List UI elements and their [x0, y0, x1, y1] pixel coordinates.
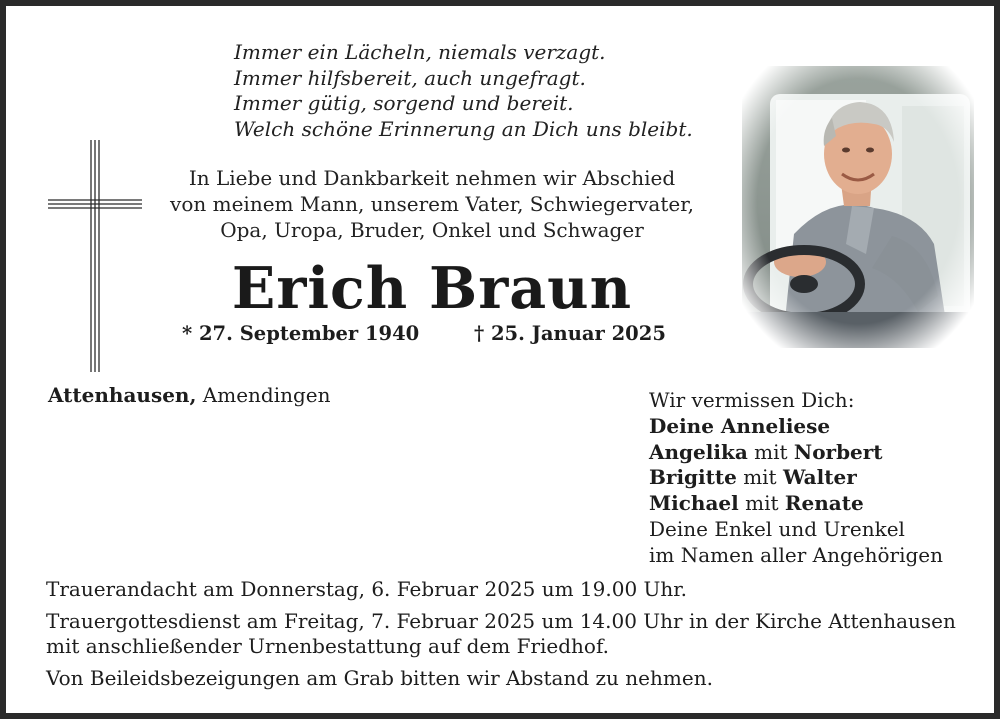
mourner-spouse: Deine Anneliese [649, 413, 831, 438]
poem-line: Immer gütig, sorgend und bereit. [234, 91, 574, 115]
farewell-line: In Liebe und Dankbarkeit nehmen wir Abschied [188, 166, 676, 190]
mourner-name: Brigitte [649, 465, 737, 490]
mourner-connector: mit [745, 491, 779, 516]
mourner-grandchildren: Deine Enkel und Urenkel [649, 516, 905, 541]
mourner-name: Walter [782, 465, 857, 490]
cross-icon [46, 140, 146, 372]
mourners-list [649, 388, 943, 569]
mourner-couple [649, 491, 943, 517]
mourner-couple [649, 440, 943, 466]
poem-line: Immer hilfsbereit, auch ungefragt. [234, 65, 586, 90]
farewell-line: Opa, Uropa, Bruder, Onkel und Schwager [220, 218, 644, 242]
urn-burial: mit anschließender Urnenbestattung auf dem Friedhof. [46, 634, 610, 658]
memorial-poem [234, 40, 734, 142]
condolence-note: Von Beileidsbezeigungen am Grab bitten wir Abstand zu nehmen. [46, 665, 713, 690]
farewell-text [146, 165, 718, 243]
mourner-connector: mit [754, 439, 788, 464]
place-primary: Attenhausen, [48, 383, 197, 407]
funeral-service: Trauergottesdienst am Freitag, 7. Februar 2025 um 14.00 Uhr in der Kirche Attenhausen [46, 608, 956, 633]
life-dates [182, 322, 702, 350]
mourner-connector: mit [743, 465, 777, 490]
mourners-intro: Wir vermissen Dich: [649, 388, 855, 412]
place-secondary: Amendingen [202, 383, 331, 407]
death-date: † 25. Januar 2025 [474, 322, 666, 345]
mourner-name: Norbert [793, 439, 883, 464]
mourners-closing: im Namen aller Angehörigen [649, 542, 944, 567]
mourner-name: Renate [784, 491, 864, 516]
portrait-photo [742, 66, 974, 348]
poem-line: Immer ein Lächeln, niemals verzagt. [234, 40, 606, 64]
mourner-name: Angelika [649, 439, 748, 464]
poem-line: Welch schöne Erinnerung an Dich uns bleibt. [234, 116, 693, 141]
birth-date: * 27. September 1940 [182, 322, 420, 345]
farewell-line: von meinem Mann, unserem Vater, Schwiegervater, [170, 192, 694, 216]
mourner-couple [649, 465, 943, 491]
service-info [46, 577, 976, 691]
mourner-name: Michael [649, 491, 739, 516]
deceased-name: Erich Braun [231, 255, 633, 322]
residence-places [48, 383, 331, 407]
prayer-service: Trauerandacht am Donnerstag, 6. Februar 2025 um 19.00 Uhr. [46, 577, 688, 601]
